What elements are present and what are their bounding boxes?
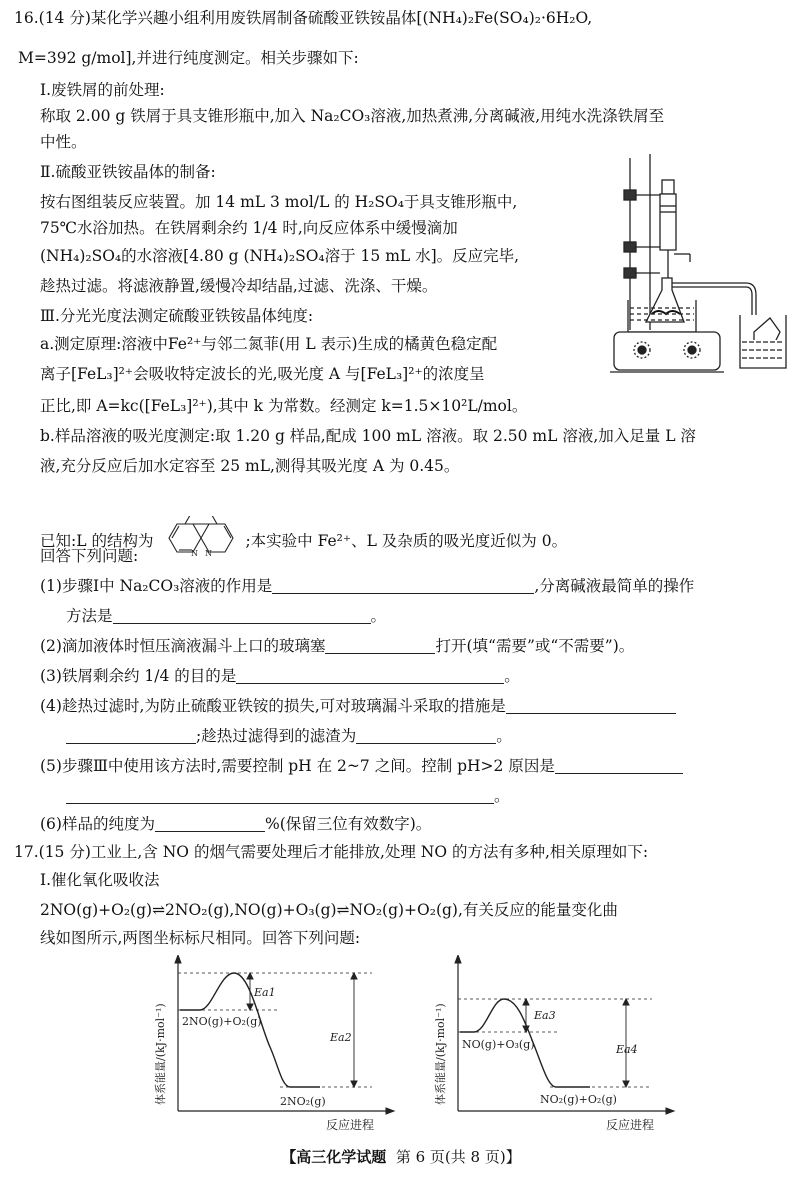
- diagram1-x-axis-label: 反应进程: [326, 1118, 375, 1132]
- svg-text:N: N: [205, 549, 213, 558]
- q16-sub4-line2: [66, 726, 788, 746]
- page-footer: [0, 1146, 802, 1167]
- energy-diagram-2: [430, 955, 676, 1135]
- q2-text-b: 打开(填“需要”或“不需要”)。: [435, 637, 635, 655]
- q16-sub5-line2: [66, 786, 788, 806]
- q16-sub4-line1: [40, 696, 788, 716]
- svg-text:N: N: [191, 549, 199, 558]
- footer-page: 第 6 页(共 8 页)】: [395, 1148, 521, 1166]
- apparatus-figure: [600, 150, 790, 380]
- energy-diagram-1: [150, 955, 396, 1135]
- q4-text-a: (4)趁热过滤时,为防止硫酸亚铁铵的损失,可对玻璃漏斗采取的措施是: [40, 697, 506, 715]
- diagram2-y-axis-label: 体系能量/(kJ·mol⁻¹): [434, 1003, 447, 1105]
- q16-step2-title: Ⅱ.硫酸亚铁铵晶体的制备:: [40, 163, 216, 181]
- q6-text-b: %(保留三位有效数字)。: [264, 815, 432, 833]
- q17-equation-line1: 2NO(g)+O₂(g)⇌2NO₂(g),NO(g)+O₃(g)⇌NO₂(g)+O₂(g),有关反应的能量变化曲: [40, 901, 618, 919]
- known-prefix: 已知:L 的结构为: [40, 532, 154, 550]
- known-suffix: ;本实验中 Fe²⁺、L 及杂质的吸光度近似为 0。: [245, 532, 568, 550]
- q5-blank-a[interactable]: [555, 757, 683, 774]
- q3-text-b: 。: [504, 667, 520, 685]
- q16-step3-a-line1: a.测定原理:溶液中Fe²⁺与邻二氮菲(用 L 表示)生成的橘黄色稳定配: [40, 335, 498, 353]
- q6-blank[interactable]: [155, 815, 265, 832]
- q16-header-line1: 16.(14 分)某化学兴趣小组利用废铁屑制备硫酸亚铁铵晶体[(NH₄)₂Fe(SO₄)₂·6H₂O,: [14, 9, 593, 27]
- q16-sub5-line1: [40, 756, 788, 776]
- q16-step2-line2: 75℃水浴加热。在铁屑剩余约 1/4 时,向反应体系中缓慢滴加: [40, 219, 458, 237]
- q16-sub3: [40, 666, 788, 686]
- q1-blank-a[interactable]: [272, 577, 534, 594]
- q4-text-b: ;趁热过滤得到的滤渣为: [196, 727, 357, 745]
- diagram2-reactant-label: NO(g)+O₃(g): [462, 1038, 535, 1051]
- q16-sub1-line1: [40, 576, 788, 596]
- q6-text-a: (6)样品的纯度为: [40, 815, 155, 833]
- q16-sub1-line2: [66, 606, 788, 626]
- diagram1-reactant-label: 2NO(g)+O₂(g): [182, 1015, 262, 1028]
- q5-text-a: (5)步骤Ⅲ中使用该方法时,需要控制 pH 在 2~7 之间。控制 pH>2 原因是: [40, 757, 555, 775]
- q16-step2-line1: 按右图组装反应装置。加 14 mL 3 mol/L 的 H₂SO₄于具支锥形瓶中,: [40, 193, 518, 211]
- q4-blank-c[interactable]: [356, 727, 496, 744]
- diagram2-x-axis-label: 反应进程: [606, 1118, 655, 1132]
- q4-blank-a[interactable]: [506, 697, 676, 714]
- q16-sub6: [40, 814, 788, 834]
- q16-step1-line1: 称取 2.00 g 铁屑于具支锥形瓶中,加入 Na₂CO₃溶液,加热煮沸,分离碱液,用纯水洗涤铁屑至: [40, 107, 665, 125]
- q4-blank-b[interactable]: [66, 727, 196, 744]
- q1-text-c: 方法是: [66, 607, 113, 625]
- q5-text-b: 。: [494, 787, 510, 805]
- diagram2-product-label: NO₂(g)+O₂(g): [540, 1093, 617, 1106]
- q16-step3-a-line3: 正比,即 A=kc([FeL₃]²⁺),其中 k 为常数。经测定 k=1.5×10²L/mol。: [40, 397, 528, 415]
- q16-step3-b-line2: 液,充分反应后加水定容至 25 mL,测得其吸光度 A 为 0.45。: [40, 457, 460, 475]
- q16-step3-title: Ⅲ.分光光度法测定硫酸亚铁铵晶体纯度:: [40, 307, 314, 325]
- q17-section1-title: Ⅰ.催化氧化吸收法: [40, 871, 160, 889]
- q1-text-d: 。: [370, 607, 387, 625]
- diagram1-ea1-label: Ea1: [254, 986, 276, 999]
- q2-text-a: (2)滴加液体时恒压滴液漏斗上口的玻璃塞: [40, 637, 326, 655]
- q16-step1-line2: 中性。: [40, 133, 87, 151]
- answer-prompt: 回答下列问题:: [40, 547, 139, 565]
- diagram2-ea3-label: Ea3: [534, 1009, 556, 1022]
- q16-step2-line4: 趁热过滤。将滤液静置,缓慢冷却结晶,过滤、洗涤、干燥。: [40, 277, 438, 295]
- q3-blank[interactable]: [236, 667, 504, 684]
- diagram2-ea4-label: Ea4: [616, 1043, 638, 1056]
- q1-text-a: (1)步骤Ⅰ中 Na₂CO₃溶液的作用是: [40, 577, 273, 595]
- q17-header: 17.(15 分)工业上,含 NO 的烟气需要处理后才能排放,处理 NO 的方法有多种,相关原理如下:: [14, 843, 649, 861]
- q5-blank-b[interactable]: [66, 787, 494, 804]
- diagram1-ea2-label: Ea2: [330, 1031, 352, 1044]
- q16-step3-a-line2: 离子[FeL₃]²⁺会吸收特定波长的光,吸光度 A 与[FeL₃]²⁺的浓度呈: [40, 365, 485, 383]
- q4-text-c: 。: [496, 727, 512, 745]
- q1-blank-b[interactable]: [113, 607, 371, 624]
- footer-title: 【高三化学试题: [281, 1148, 387, 1166]
- q16-sub2: [40, 636, 788, 656]
- q16-step3-b-line1: b.样品溶液的吸光度测定:取 1.20 g 样品,配成 100 mL 溶液。取 2.50 mL 溶液,加入足量 L 溶: [40, 427, 696, 445]
- q2-blank[interactable]: [325, 637, 435, 654]
- q16-step1-title: Ⅰ.废铁屑的前处理:: [40, 81, 165, 99]
- q16-step2-line3: (NH₄)₂SO₄的水溶液[4.80 g (NH₄)₂SO₄溶于 15 mL 水]。反应完毕,: [40, 247, 520, 265]
- q17-equation-line2: 线如图所示,两图坐标标尺相同。回答下列问题:: [40, 929, 361, 947]
- diagram1-y-axis-label: 体系能量/(kJ·mol⁻¹): [154, 1003, 167, 1105]
- diagram1-product-label: 2NO₂(g): [280, 1095, 326, 1108]
- q16-header-line2: M=392 g/mol],并进行纯度测定。相关步骤如下:: [18, 49, 359, 67]
- q3-text-a: (3)铁屑剩余约 1/4 的目的是: [40, 667, 237, 685]
- q1-text-b: ,分离碱液最简单的操作: [534, 577, 695, 595]
